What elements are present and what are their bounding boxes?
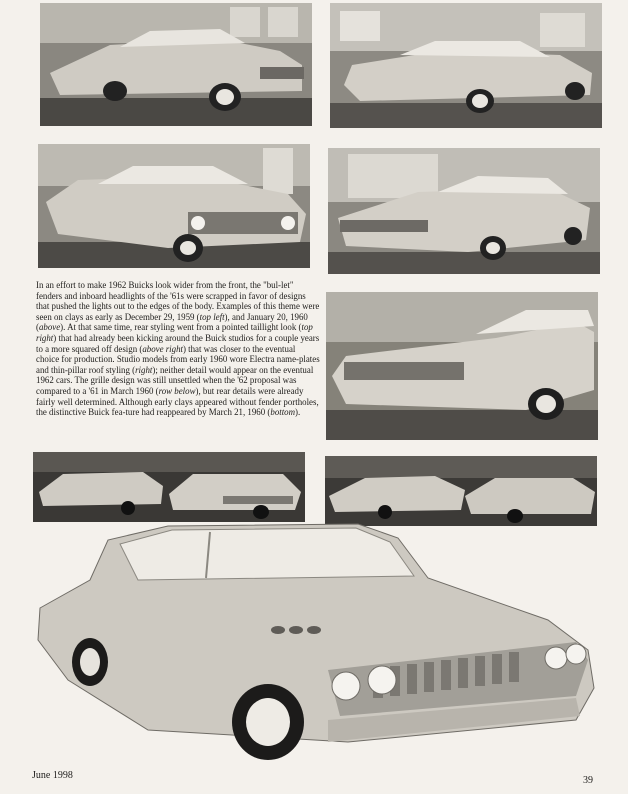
photo-proposal-vs-1961-front (33, 452, 305, 522)
photo-clay-front-three-quarter-1959 (40, 3, 312, 126)
issue-date: June 1998 (32, 770, 73, 781)
photo-clay-rear-squared-off (328, 148, 600, 274)
photo-clay-front-1960 (38, 144, 310, 268)
article-caption: In an effort to make 1962 Buicks look wider from the front, the "bul-let" fenders and inboard headlights of the '61s were scrapped in favor of designs that pushed the lights out to the edges of the body. Examples of this theme were seen on clays as early as December 29, 1959 (top left), and January 20, 1960 (above). At that same time, rear styling went from a pointed taillight look (top right) that had already been kicking around the Buick studios for a couple years to a more squared off design (above right) that was closer to the eventual choice for production. Studio models from early 1960 wore Electra name-plates and thin-pillar roof styling (right); neither detail would appear on the eventual 1962 cars. The grille design was still unsettled when the '62 proposal was compared to a '61 in March 1960 (row below), but rear details were already fairly well determined. Although early clays appeared without fender portholes, the distinctive Buick fea-ture had reappeared by March 21, 1960 (bottom). (36, 280, 320, 418)
photo-clay-rear-electra-nameplate (326, 292, 598, 440)
photo-clay-rear-pointed-taillight (330, 3, 602, 128)
page-number: 39 (583, 775, 593, 786)
photo-proposal-vs-1961-rear (325, 456, 597, 526)
photo-clay-with-fender-portholes (28, 520, 600, 765)
